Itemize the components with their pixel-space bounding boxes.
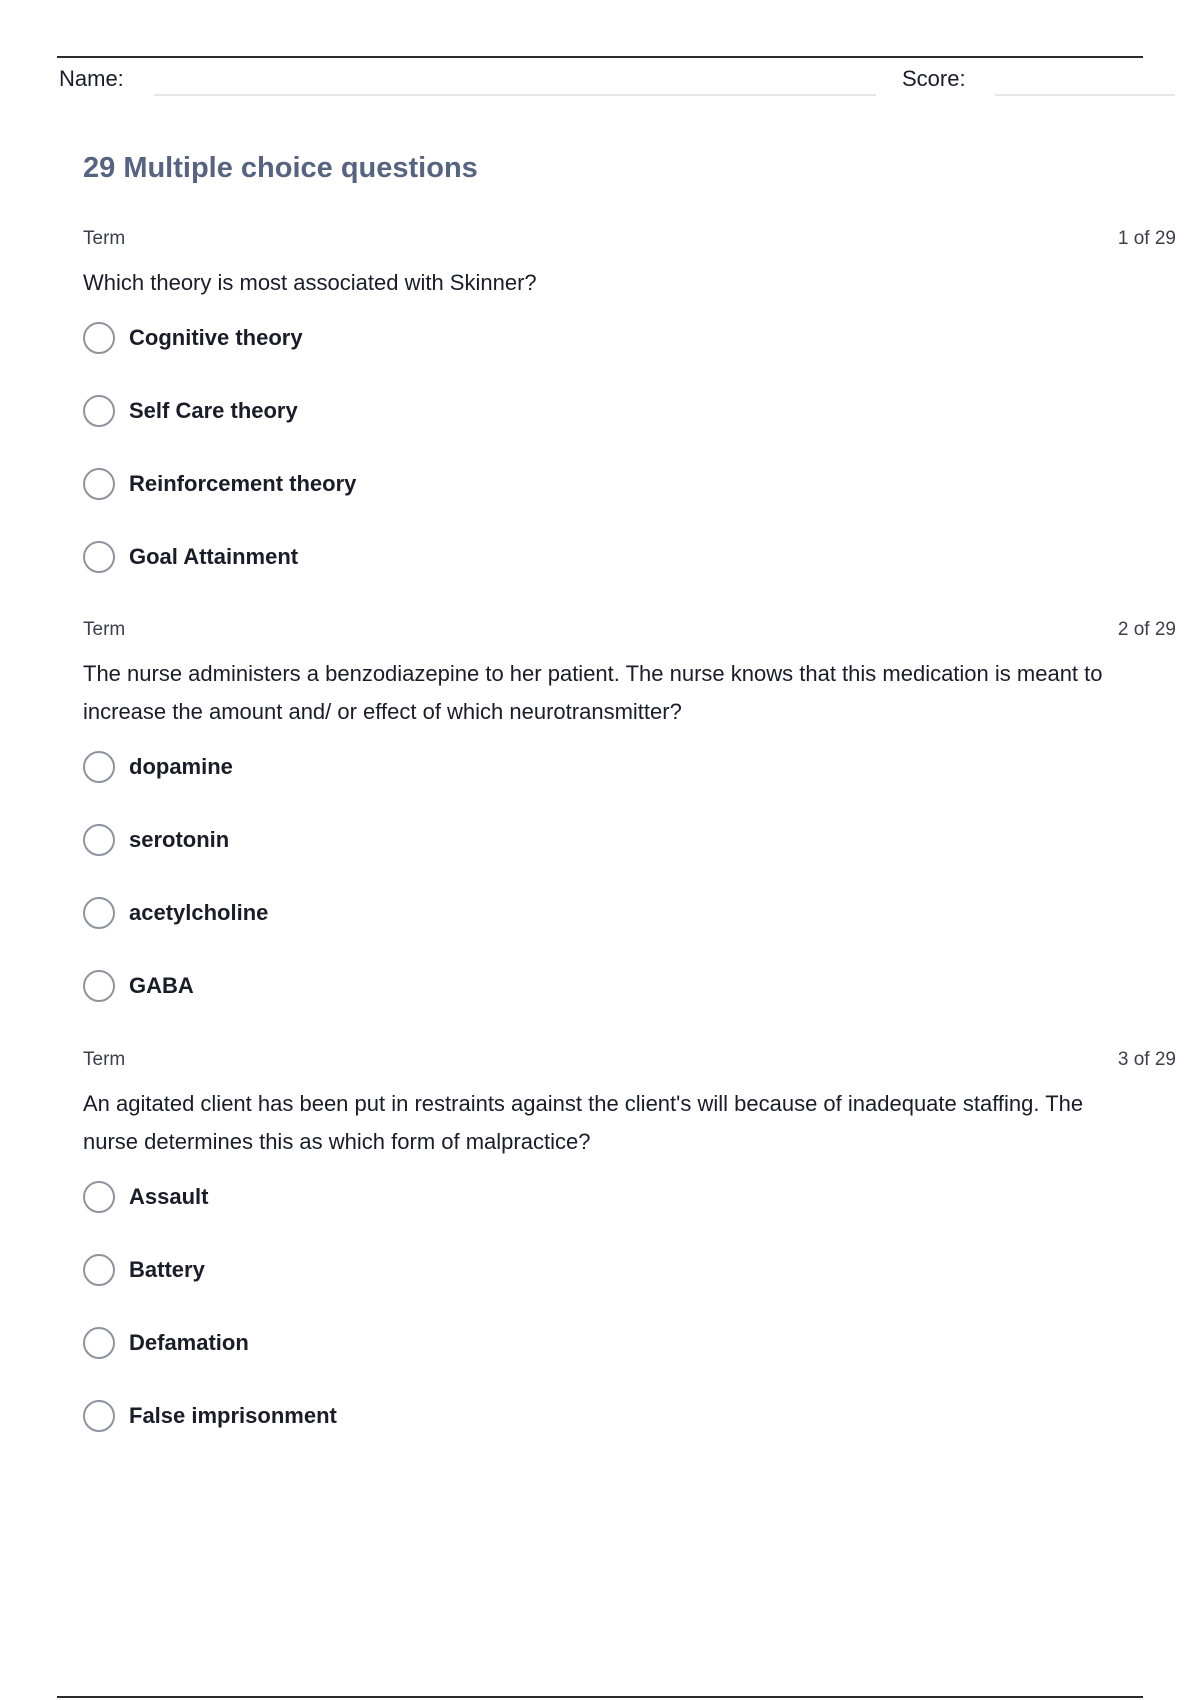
question-3 [83, 1049, 1176, 1469]
term-label: Term [83, 619, 126, 640]
answer-option[interactable] [83, 537, 1176, 577]
answer-option[interactable] [83, 1396, 1176, 1436]
name-field-line[interactable] [154, 94, 876, 96]
answer-option[interactable] [83, 1177, 1176, 1217]
bottom-rule [57, 1696, 1143, 1698]
section-title: 29 Multiple choice questions [83, 152, 478, 184]
answer-option[interactable] [83, 1323, 1176, 1363]
radio-button-icon[interactable] [83, 1181, 115, 1213]
option-label: Goal Attainment [129, 544, 299, 569]
answer-option[interactable] [83, 966, 1176, 1006]
answer-option[interactable] [83, 747, 1176, 787]
answer-options [83, 318, 1176, 577]
answer-option[interactable] [83, 893, 1176, 933]
question-header [83, 619, 1176, 645]
option-label: dopamine [129, 754, 233, 779]
option-label: Battery [129, 1257, 205, 1282]
name-label: Name: [59, 66, 124, 91]
answer-option[interactable] [83, 391, 1176, 431]
answer-option[interactable] [83, 318, 1176, 358]
score-field-line[interactable] [995, 94, 1175, 96]
answer-options [83, 1177, 1176, 1436]
question-counter: 1 of 29 [1117, 228, 1176, 249]
radio-button-icon[interactable] [83, 751, 115, 783]
answer-option[interactable] [83, 820, 1176, 860]
option-label: Self Care theory [129, 398, 298, 423]
option-label: Cognitive theory [129, 325, 303, 350]
option-label: serotonin [129, 827, 230, 852]
question-1 [83, 228, 1176, 610]
radio-button-icon[interactable] [83, 824, 115, 856]
answer-option[interactable] [83, 1250, 1176, 1290]
header-row [59, 64, 1179, 104]
radio-button-icon[interactable] [83, 1400, 115, 1432]
question-2 [83, 619, 1176, 1039]
question-text: The nurse administers a benzodiazepine to her patient. The nurse knows that this medication is meant to increase the amount and/ or effect of which neurotransmitter? [83, 661, 1103, 724]
option-label: acetylcholine [129, 900, 269, 925]
answer-option[interactable] [83, 464, 1176, 504]
term-label: Term [83, 1049, 126, 1070]
option-label: GABA [129, 973, 194, 998]
option-label: Assault [129, 1184, 209, 1209]
radio-button-icon[interactable] [83, 395, 115, 427]
question-text: Which theory is most associated with Skinner? [83, 270, 537, 295]
score-label: Score: [902, 66, 966, 91]
term-label: Term [83, 228, 126, 249]
radio-button-icon[interactable] [83, 468, 115, 500]
option-label: False imprisonment [129, 1403, 337, 1428]
option-label: Defamation [129, 1330, 249, 1355]
radio-button-icon[interactable] [83, 970, 115, 1002]
top-rule [57, 56, 1143, 58]
question-header [83, 1049, 1176, 1075]
answer-options [83, 747, 1176, 1006]
question-header [83, 228, 1176, 254]
option-label: Reinforcement theory [129, 471, 357, 496]
radio-button-icon[interactable] [83, 1254, 115, 1286]
radio-button-icon[interactable] [83, 1327, 115, 1359]
radio-button-icon[interactable] [83, 541, 115, 573]
question-counter: 3 of 29 [1117, 1049, 1176, 1070]
question-text: An agitated client has been put in restraints against the client's will because of inadequate staffing. The nurse determines this as which form of malpractice? [83, 1091, 1084, 1154]
question-counter: 2 of 29 [1117, 619, 1176, 640]
radio-button-icon[interactable] [83, 322, 115, 354]
radio-button-icon[interactable] [83, 897, 115, 929]
